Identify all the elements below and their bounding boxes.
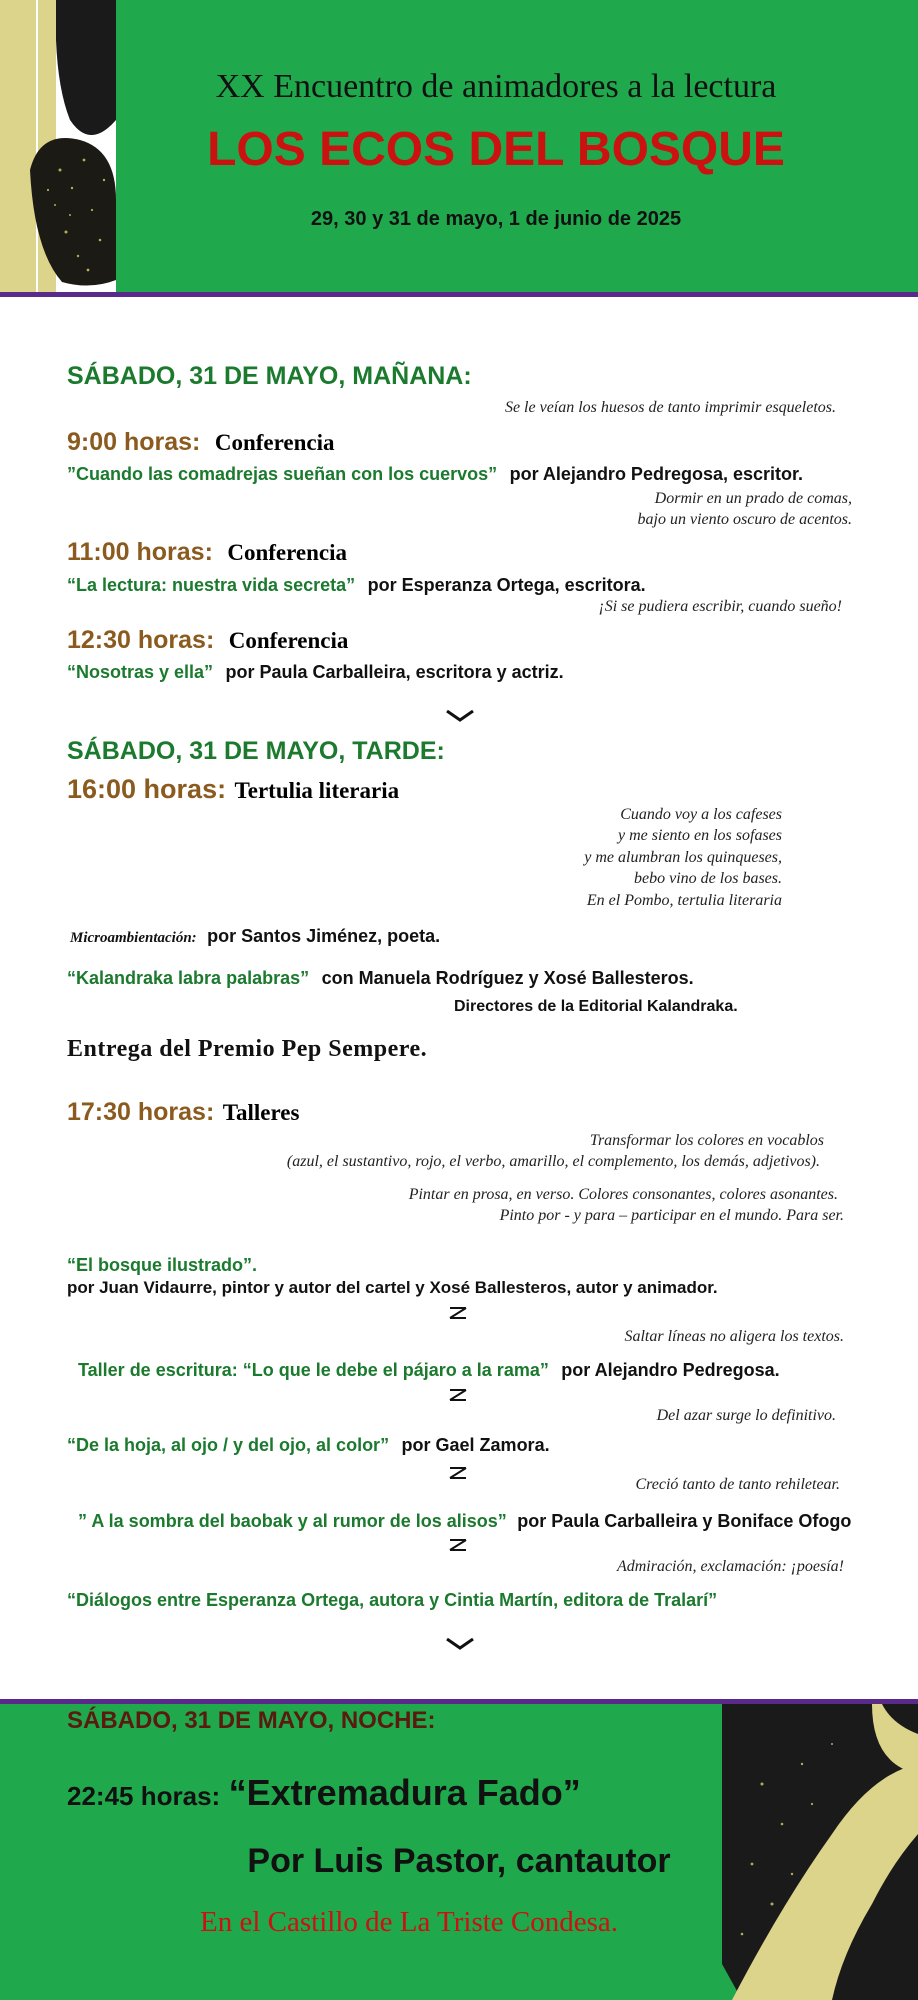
event-type: Conferencia	[228, 628, 349, 653]
event-time: 12:30 horas:	[67, 626, 215, 654]
workshop-2-author: por Alejandro Pedregosa.	[561, 1360, 780, 1380]
night-show: “Extremadura Fado”	[228, 1772, 581, 1813]
workshop-4-author: por Paula Carballeira y Boniface Ofogo	[517, 1511, 852, 1531]
header-purple-line	[0, 292, 918, 297]
event-dates: 29, 30 y 31 de mayo, 1 de junio de 2025	[310, 208, 682, 230]
workshop-2-verse: Del azar surge lo definitivo.	[656, 1407, 836, 1424]
afternoon-heading: SÁBADO, 31 DE MAYO, TARDE:	[67, 737, 445, 765]
event-type: Conferencia	[214, 430, 335, 455]
tertulia-verse-4: bebo vino de los bases.	[634, 870, 782, 887]
workshop-4-verse: Admiración, exclamación: ¡poesía!	[616, 1558, 844, 1575]
event-17-30	[67, 1098, 299, 1127]
divider-icon	[448, 1466, 468, 1480]
morning-verse-1: Se le veían los huesos de tanto imprimir esqueletos.	[504, 399, 836, 416]
microambientacion	[70, 926, 440, 947]
header-tree-art	[0, 0, 116, 292]
night-performer: Por Luis Pastor, cantautor	[247, 1842, 671, 1880]
chevron-down-icon	[446, 710, 474, 722]
event-title: LOS ECOS DEL BOSQUE	[207, 123, 785, 176]
event-12-30	[67, 626, 348, 655]
divider-icon	[448, 1388, 468, 1402]
morning-verse-3: ¡Si se pudiera escribir, cuando sueño!	[598, 598, 842, 615]
event-11-00-detail	[67, 575, 646, 596]
workshop-1-text: por Juan Vidaurre, pintor y autor del cartel y Xosé Ballesteros, autor y animador.	[67, 1278, 718, 1297]
talleres-verse-4: Pinto por - y para – participar en el mundo. Para ser.	[499, 1207, 844, 1224]
tertulia-verse-1: Cuando voy a los cafeses	[620, 806, 782, 823]
kalandraka-title: “Kalandraka labra palabras”	[67, 968, 310, 988]
divider-icon	[448, 1538, 468, 1552]
talleres-verse-3: Pintar en prosa, en verso. Colores consonantes, colores asonantes.	[408, 1186, 838, 1203]
event-time: 17:30 horas:	[67, 1098, 215, 1126]
event-9-00	[67, 428, 335, 457]
lecture-title: “Nosotras y ella”	[67, 662, 214, 682]
event-subtitle: XX Encuentro de animadores a la lectura	[215, 68, 777, 105]
event-type: Talleres	[222, 1100, 300, 1125]
lecture-author: por Paula Carballeira, escritora y actriz.	[225, 662, 564, 682]
tertulia-verse-2: y me siento en los sofases	[618, 827, 782, 844]
workshop-3-verse: Creció tanto de tanto rehiletear.	[635, 1476, 840, 1493]
night-place: En el Castillo de La Triste Condesa.	[200, 1906, 619, 1938]
micro-text: por Santos Jiménez, poeta.	[207, 926, 441, 946]
divider-icon	[448, 1306, 468, 1320]
event-12-30-detail	[67, 662, 564, 683]
talleres-verse-2: (azul, el sustantivo, rojo, el verbo, amarillo, el complemento, los demás, adjetivos).	[286, 1153, 820, 1170]
workshop-4-line	[78, 1511, 851, 1532]
lecture-author: por Alejandro Pedregosa, escritor.	[509, 464, 804, 484]
workshop-4-title: ” A la sombra del baobak y al rumor de los alisos”	[78, 1511, 507, 1531]
lecture-title: ”Cuando las comadrejas sueñan con los cuervos”	[67, 464, 498, 484]
event-time: 11:00 horas:	[67, 538, 213, 566]
workshop-3-line	[67, 1435, 550, 1456]
workshop-2-line	[78, 1360, 780, 1381]
kalandraka-subtitle: Directores de la Editorial Kalandraka.	[454, 998, 738, 1015]
event-time: 9:00 horas:	[67, 428, 201, 456]
kalandraka-line	[67, 968, 694, 989]
event-type: Conferencia	[227, 540, 348, 565]
workshop-2-title: Taller de escritura: “Lo que le debe el pájaro a la rama”	[78, 1360, 549, 1380]
event-time: 16:00 horas:	[67, 774, 227, 804]
event-9-00-detail	[67, 464, 803, 485]
premio-line: Entrega del Premio Pep Sempere.	[67, 1036, 428, 1062]
kalandraka-guests: con Manuela Rodríguez y Xosé Ballesteros.	[321, 968, 694, 988]
event-16-00	[67, 774, 399, 805]
workshop-5-title: “Diálogos entre Esperanza Ortega, autora y Cintia Martín, editora de Tralarí”	[67, 1590, 718, 1610]
talleres-verse-1: Transformar los colores en vocablos	[589, 1132, 824, 1149]
workshop-1-verse: Saltar líneas no aligera los textos.	[624, 1328, 844, 1345]
workshop-3-author: por Gael Zamora.	[401, 1435, 550, 1455]
morning-verse-2b: bajo un viento oscuro de acentos.	[637, 511, 852, 528]
tertulia-verse-3: y me alumbran los quinqueses,	[584, 849, 782, 866]
morning-verse-2a: Dormir en un prado de comas,	[654, 490, 852, 507]
lecture-author: por Esperanza Ortega, escritora.	[367, 575, 646, 595]
workshop-1-title: “El bosque ilustrado”.	[67, 1255, 258, 1275]
micro-label: Microambientación:	[70, 930, 197, 946]
lecture-title: “La lectura: nuestra vida secreta”	[67, 575, 356, 595]
event-type: Tertulia literaria	[234, 778, 400, 803]
night-event	[67, 1772, 581, 1814]
morning-heading: SÁBADO, 31 DE MAYO, MAÑANA:	[67, 362, 472, 390]
night-time: 22:45 horas:	[67, 1781, 221, 1811]
workshop-3-title: “De la hoja, al ojo / y del ojo, al color”	[67, 1435, 390, 1455]
chevron-down-icon	[446, 1638, 474, 1650]
event-11-00	[67, 538, 347, 567]
night-heading: SÁBADO, 31 DE MAYO, NOCHE:	[67, 1707, 436, 1734]
tertulia-verse-5: En el Pombo, tertulia literaria	[586, 892, 782, 909]
